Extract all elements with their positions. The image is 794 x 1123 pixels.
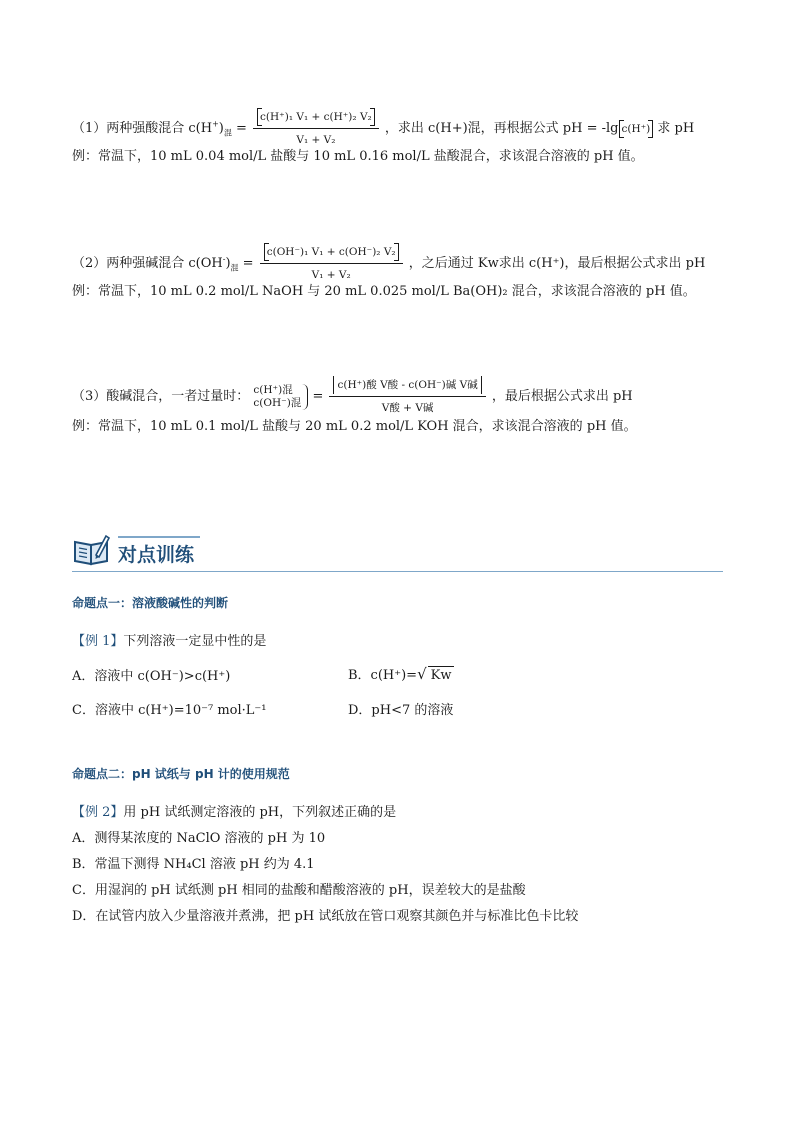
option-a: A．测得某浓度的 NaClO 溶液的 pH 为 10 (72, 831, 326, 846)
example-2-stem: 【例 2】用 pH 试纸测定溶液的 pH，下列叙述正确的是 (72, 805, 397, 820)
topic-1-heading: 命题点一：溶液酸碱性的判断 (72, 596, 229, 610)
option-b: B．常温下测得 NH₄Cl 溶液 pH 约为 4.1 (72, 857, 315, 872)
denominator: V₁ + V₂ (260, 263, 403, 284)
numerator: c(H⁺)酸 V酸 - c(OH⁻)碱 V碱 (333, 376, 481, 394)
formula-prefix: （2）两种强碱混合 c(OH (72, 256, 223, 271)
formula-strong-acid-mix: （1）两种强酸混合 $c(H^+)_混$ = $\frac{\text{c(H⁺)₁ V₁ + c(H⁺)₂ V₂}}{\text{V₁ + V₂}}$ ，求出 c(H+)混，再根据公式 pH = -lg c(H⁺) 求 pH (72, 108, 694, 149)
formula-suffix: ，求出 c(H+)混，再根据公式 pH = -lg (384, 121, 619, 136)
formula-strong-base-mix: （2）两种强碱混合 $c(OH^-)_混$ = $\frac{\text{c(OH⁻)₁ V₁ + c(OH⁻)₂ V₂}}{\text{V₁ + V₂}}$ ，之后通过 Kw求出 c(H⁺)，最后根据公式求出 pH (72, 243, 705, 284)
section-title: 对点训练 (118, 544, 195, 566)
denominator: V₁ + V₂ (253, 128, 379, 149)
sqrt-term: Kw (428, 666, 455, 685)
example-1: 例：常温下，10 mL 0.04 mol/L 盐酸与 10 mL 0.16 mol/L 盐酸混合，求该混合溶液的 pH 值。 (72, 149, 644, 164)
option-c: C．溶液中 c(H⁺)=10⁻⁷ mol·L⁻¹ (72, 703, 267, 718)
example-2: 例：常温下，10 mL 0.2 mol/L NaOH 与 20 mL 0.025 mol/L Ba(OH)₂ 混合，求该混合溶液的 pH 值。 (72, 284, 696, 299)
formula-suffix: ，最后根据公式求出 pH (491, 389, 633, 404)
book-pencil-icon (72, 533, 112, 567)
option-d: D．在试管内放入少量溶液并煮沸，把 pH 试纸放在管口观察其颜色并与标准比色卡比较 (72, 909, 579, 924)
numerator: c(OH⁻)₁ V₁ + c(OH⁻)₂ V₂ (264, 243, 399, 261)
section-top-rule (118, 536, 200, 538)
example-1-stem: 【例 1】下列溶液一定显中性的是 (72, 634, 267, 649)
option-c: C．用湿润的 pH 试纸测 pH 相同的盐酸和醋酸溶液的 pH，误差较大的是盐酸 (72, 883, 526, 898)
section-divider (72, 571, 723, 572)
example-tag: 【例 1】 (72, 634, 124, 649)
option-d: D．pH<7 的溶液 (348, 703, 454, 718)
option-a: A．溶液中 c(OH⁻)>c(H⁺) (72, 669, 231, 684)
example-3: 例：常温下，10 mL 0.1 mol/L 盐酸与 20 mL 0.2 mol/L KOH 混合，求该混合溶液的 pH 值。 (72, 419, 637, 434)
fraction (260, 243, 403, 284)
topic-2-heading: 命题点二：pH 试纸与 pH 计的使用规范 (72, 767, 290, 781)
numerator: c(H⁺)₁ V₁ + c(H⁺)₂ V₂ (257, 108, 375, 126)
formula-prefix: （1）两种强酸混合 c(H (72, 121, 213, 136)
denominator: V酸 + V碱 (329, 396, 485, 417)
formula-suffix: ，之后通过 Kw求出 c(H⁺)，最后根据公式求出 pH (408, 256, 706, 271)
formula-prefix: （3）酸碱混合，一者过量时： (72, 389, 250, 404)
fraction (329, 376, 485, 417)
option-b: B．c(H⁺)=√ Kw (348, 665, 454, 685)
formula-acid-base-mix: （3）酸碱混合，一者过量时： c(H⁺)混 c(OH⁻)混 = $\frac{\text{c(H⁺)酸 V酸 - c(OH⁻)碱 V碱}}{\text{V酸 + V碱}}$ ，最后根据公式求出 pH (72, 376, 633, 417)
fraction (253, 108, 379, 149)
bracket-term: c(H⁺) (619, 120, 654, 138)
example-tag: 【例 2】 (72, 805, 124, 820)
quantity-brace: c(H⁺)混 c(OH⁻)混 (253, 384, 308, 410)
